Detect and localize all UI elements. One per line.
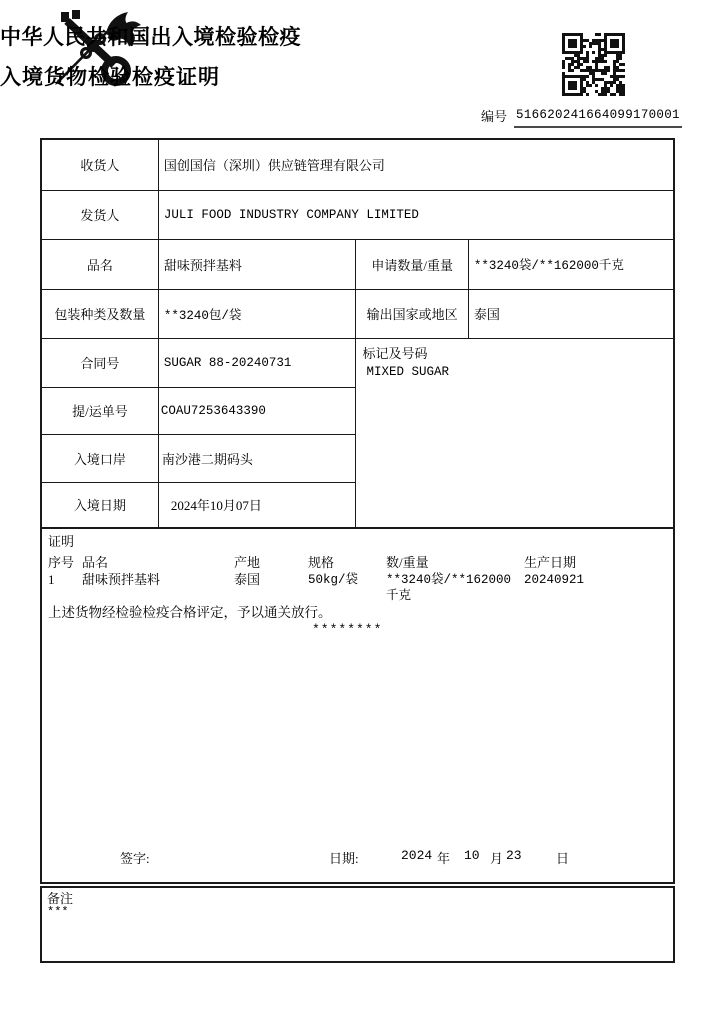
serial-number-row bbox=[481, 106, 682, 128]
signature-label: 签字: bbox=[120, 851, 150, 866]
packaging-value: **3240包/袋 bbox=[158, 289, 356, 338]
origin-country-value: 泰国 bbox=[468, 289, 674, 338]
product-name-value: 甜味预拌基料 bbox=[158, 239, 356, 289]
entry-date-label: 入境日期 bbox=[41, 482, 158, 528]
clearance-statement: 上述货物经检验检疫合格评定，予以通关放行。 bbox=[48, 605, 332, 620]
bill-of-lading-label: 提/运单号 bbox=[41, 387, 158, 434]
date-year: 2024 bbox=[401, 848, 433, 863]
bill-of-lading-value: COAU7253643390 bbox=[158, 387, 356, 434]
declaration-table bbox=[40, 138, 675, 529]
certificate-section-label: 证明 bbox=[48, 534, 75, 549]
cell-spec: 50kg/袋 bbox=[308, 573, 359, 587]
date-month: 10 bbox=[464, 848, 480, 863]
consignor-label: 发货人 bbox=[41, 190, 158, 239]
cell-quantity: **3240袋/**162000千克 bbox=[386, 573, 512, 603]
quantity-weight-label: 申请数量/重量 bbox=[356, 239, 468, 289]
notes-section bbox=[40, 886, 675, 963]
date-label: 日期: bbox=[329, 851, 359, 866]
certificate-table-header-row bbox=[48, 554, 670, 571]
month-suffix: 月 bbox=[490, 851, 504, 866]
notes-value: *** bbox=[47, 905, 69, 919]
day-suffix: 日 bbox=[556, 851, 570, 866]
consignor-value: JULI FOOD INDUSTRY COMPANY LIMITED bbox=[158, 190, 674, 239]
certificate-goods-table bbox=[48, 554, 670, 604]
end-marker: ******** bbox=[312, 622, 383, 637]
consignee-value: 国创国信（深圳）供应链管理有限公司 bbox=[158, 139, 674, 190]
consignee-label: 收货人 bbox=[41, 139, 158, 190]
entry-date-value: 2024年10月07日 bbox=[158, 482, 356, 528]
marks-value: MIXED SUGAR bbox=[366, 364, 449, 379]
contract-number-label: 合同号 bbox=[41, 338, 158, 387]
date-day: 23 bbox=[506, 848, 522, 863]
origin-country-label: 输出国家或地区 bbox=[356, 289, 468, 338]
product-name-label: 品名 bbox=[41, 239, 158, 289]
serial-label: 编号 bbox=[481, 109, 508, 124]
cell-seq: 1 bbox=[48, 572, 55, 587]
document-title-line2: 入境货物检验检疫证明 bbox=[0, 66, 220, 89]
cell-origin: 泰国 bbox=[234, 572, 261, 587]
col-header-seq: 序号 bbox=[48, 555, 75, 570]
cell-product: 甜味预拌基料 bbox=[82, 572, 161, 587]
col-header-origin: 产地 bbox=[234, 555, 261, 570]
entry-port-label: 入境口岸 bbox=[41, 434, 158, 482]
serial-number: 516620241664099170001 bbox=[514, 108, 682, 128]
col-header-production-date: 生产日期 bbox=[524, 555, 577, 570]
entry-port-value: 南沙港二期码头 bbox=[158, 434, 356, 482]
col-header-quantity: 数/重量 bbox=[386, 555, 429, 570]
year-suffix: 年 bbox=[437, 851, 451, 866]
contract-number-value: SUGAR 88-20240731 bbox=[158, 338, 356, 387]
certificate-section bbox=[40, 527, 675, 884]
packaging-label: 包装种类及数量 bbox=[41, 289, 158, 338]
qr-code bbox=[562, 33, 625, 96]
notes-label: 备注 bbox=[47, 891, 74, 906]
quantity-weight-value: **3240袋/**162000千克 bbox=[468, 239, 674, 289]
document-title-line1: 中华人民共和国出入境检验检疫 bbox=[0, 26, 301, 49]
marks-and-numbers-cell bbox=[356, 338, 674, 528]
col-header-product: 品名 bbox=[82, 555, 109, 570]
marks-label: 标记及号码 bbox=[362, 345, 428, 361]
cell-production-date: 20240921 bbox=[524, 573, 585, 587]
col-header-spec: 规格 bbox=[308, 555, 335, 570]
certificate-table-data-row bbox=[48, 571, 670, 604]
